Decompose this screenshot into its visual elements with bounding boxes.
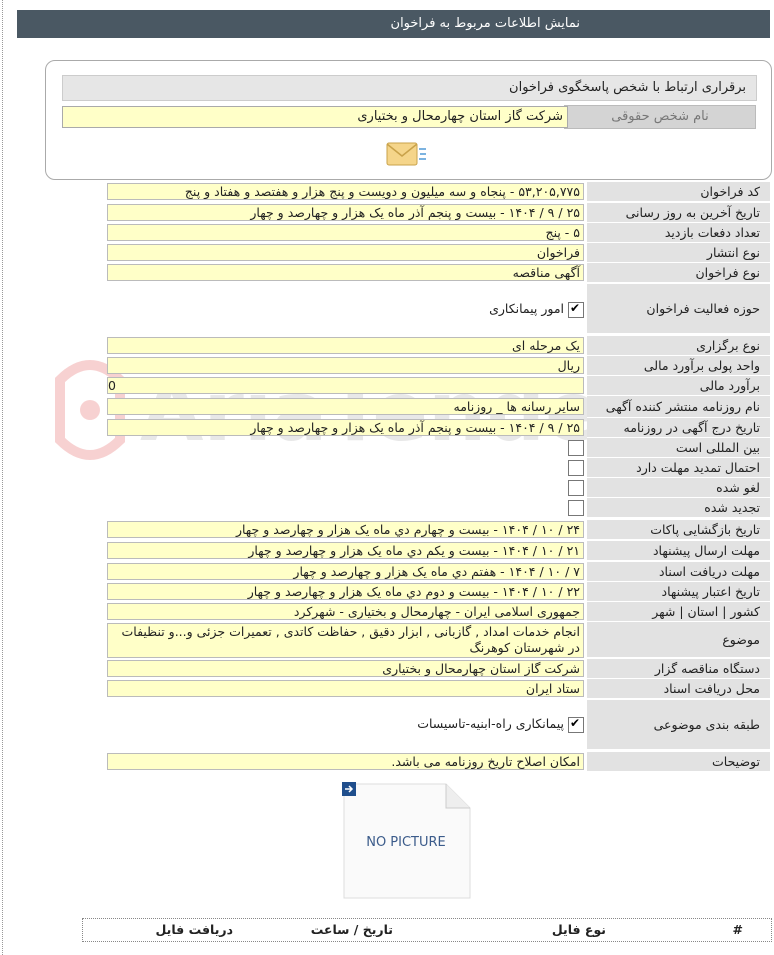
row-activity: حوزه فعالیت فراخوان ✔ امور پیمانکاری (107, 284, 770, 334)
row-last-update: تاریخ آخرین به روز رسانی ۲۵ / ۹ / ۱۴۰۴ - بیست و پنجم آذر ماه یک هزار و چهارصد و چهار (107, 203, 770, 223)
row-notes: توضیحات امکان اصلاح تاریخ روزنامه می باشد. (107, 752, 770, 772)
category-label: پیمانکاری راه-ابنیه-تاسیسات (417, 716, 564, 731)
currency-value: ریال (107, 357, 584, 374)
code-value: ۵۳,۲۰۵,۷۷۵ - پنجاه و سه میلیون و دویست و پنج هزار و هفتصد و هفتاد و پنج (107, 183, 584, 200)
subject-value: انجام خدمات امداد , گازبانی , ابزار دقیق , حفاظت کاتدی , تعمیرات جزئی و...و تنظیفات در شهرستان کوهرنگ (107, 623, 584, 658)
row-opening-date: تاریخ بازگشایی پاکات ۲۴ / ۱۰ / ۱۴۰۴ - بیست و چهارم دي ماه یک هزار و چهارصد و چهار (107, 520, 770, 540)
row-currency: واحد پولی برآورد مالی ریال (107, 356, 770, 376)
visits-value: ۵ - پنج (107, 224, 584, 241)
international-checkbox[interactable] (568, 440, 584, 456)
publish-type-value: فراخوان (107, 244, 584, 261)
col-hash: # (732, 922, 743, 937)
row-submit-deadline: مهلت ارسال پیشنهاد ۲۱ / ۱۰ / ۱۴۰۴ - بیست و یکم دي ماه یک هزار و چهارصد و چهار (107, 541, 770, 561)
holding-type-value: یک مرحله ای (107, 337, 584, 354)
row-organizer: دستگاه مناقصه گزار شرکت گاز استان چهارمحال و بختیاری (107, 659, 770, 679)
contact-panel (45, 60, 772, 180)
contact-heading: برقراری ارتباط با شخص پاسخگوی فراخوان (62, 75, 757, 101)
notes-value: امکان اصلاح تاریخ روزنامه می باشد. (107, 753, 584, 770)
last-update-value: ۲۵ / ۹ / ۱۴۰۴ - بیست و پنجم آذر ماه یک هزار و چهارصد و چهار (107, 204, 584, 221)
svg-text:NO PICTURE: NO PICTURE (366, 835, 446, 850)
row-doc-deadline: مهلت دریافت اسناد ۷ / ۱۰ / ۱۴۰۴ - هفتم دي ماه یک هزار و چهارصد و چهار (107, 562, 770, 582)
row-visits: تعداد دفعات بازدید ۵ - پنج (107, 223, 770, 243)
row-extension: احتمال تمدید مهلت دارد (107, 458, 770, 478)
files-table-header (82, 918, 772, 942)
extension-checkbox[interactable] (568, 460, 584, 476)
submit-deadline-value: ۲۱ / ۱۰ / ۱۴۰۴ - بیست و یکم دي ماه یک هزار و چهارصد و چهار (107, 542, 584, 559)
row-doc-place: محل دریافت اسناد ستاد ایران (107, 679, 770, 699)
category-checkbox[interactable] (568, 717, 584, 733)
no-picture-image (336, 780, 476, 902)
page-border (2, 0, 3, 955)
doc-deadline-value: ۷ / ۱۰ / ۱۴۰۴ - هفتم دي ماه یک هزار و چهارصد و چهار (107, 563, 584, 580)
row-holding-type: نوع برگزاری یک مرحله ای (107, 336, 770, 356)
col-download: دریافت فایل (155, 922, 233, 937)
row-newspaper: نام روزنامه منتشر کننده آگهی سایر رسانه ها _ روزنامه (107, 396, 770, 418)
row-subject: موضوع انجام خدمات امداد , گازبانی , ابزار دقیق , حفاظت کاتدی , تعمیرات جزئی و...و تنظیفات در شهرستان کوهرنگ (107, 622, 770, 658)
envelope-icon[interactable] (386, 139, 428, 169)
call-type-value: آگهی مناقصه (107, 264, 584, 281)
location-value: جمهوری اسلامی ایران - چهارمحال و بختیاری - شهرکرد (107, 603, 584, 620)
row-validity-date: تاریخ اعتبار پیشنهاد ۲۲ / ۱۰ / ۱۴۰۴ - بیست و دوم دي ماه یک هزار و چهارصد و چهار (107, 582, 770, 602)
row-renewed: تجدید شده (107, 498, 770, 518)
row-category: طبقه بندی موضوعی ✔ پیمانکاری راه-ابنیه-تاسیسات (107, 700, 770, 750)
col-file-type: نوع فایل (551, 922, 606, 937)
opening-date-value: ۲۴ / ۱۰ / ۱۴۰۴ - بیست و چهارم دي ماه یک هزار و چهارصد و چهار (107, 521, 584, 538)
doc-place-value: ستاد ایران (107, 680, 584, 697)
contact-type-label: نام شخص حقوقی (564, 105, 756, 129)
row-code: کد فراخوان ۵۳,۲۰۵,۷۷۵ - پنجاه و سه میلیون و دویست و پنج هزار و هفتصد و هفتاد و پنج (107, 182, 770, 202)
page-title: نمایش اطلاعات مربوط به فراخوان (390, 16, 580, 31)
page-title-bar (17, 10, 770, 38)
activity-label: امور پیمانکاری (489, 301, 564, 316)
row-location: کشور | استان | شهر جمهوری اسلامی ایران - چهارمحال و بختیاری - شهرکرد (107, 602, 770, 622)
col-date-time: تاریخ / ساعت (310, 922, 393, 937)
row-call-type: نوع فراخوان آگهی مناقصه (107, 263, 770, 283)
newspaper-value: سایر رسانه ها _ روزنامه (107, 398, 584, 415)
row-publish-type: نوع انتشار فراخوان (107, 243, 770, 263)
news-date-value: ۲۵ / ۹ / ۱۴۰۴ - بیست و پنجم آذر ماه یک هزار و چهارصد و چهار (107, 419, 584, 436)
contact-name-value: شرکت گاز استان چهارمحال و بختیاری (62, 106, 568, 128)
row-cancelled: لغو شده (107, 478, 770, 498)
validity-date-value: ۲۲ / ۱۰ / ۱۴۰۴ - بیست و دوم دي ماه یک هزار و چهارصد و چهار (107, 583, 584, 600)
renewed-checkbox[interactable] (568, 500, 584, 516)
row-news-date: تاریخ درج آگهی در روزنامه ۲۵ / ۹ / ۱۴۰۴ - بیست و پنجم آذر ماه یک هزار و چهارصد و چهار (107, 418, 770, 438)
estimate-value: 0 (107, 377, 584, 394)
activity-checkbox[interactable] (568, 302, 584, 318)
row-international: بین المللی است (107, 438, 770, 458)
row-estimate: برآورد مالی 0 (107, 376, 770, 396)
organizer-value: شرکت گاز استان چهارمحال و بختیاری (107, 660, 584, 677)
cancelled-checkbox[interactable] (568, 480, 584, 496)
